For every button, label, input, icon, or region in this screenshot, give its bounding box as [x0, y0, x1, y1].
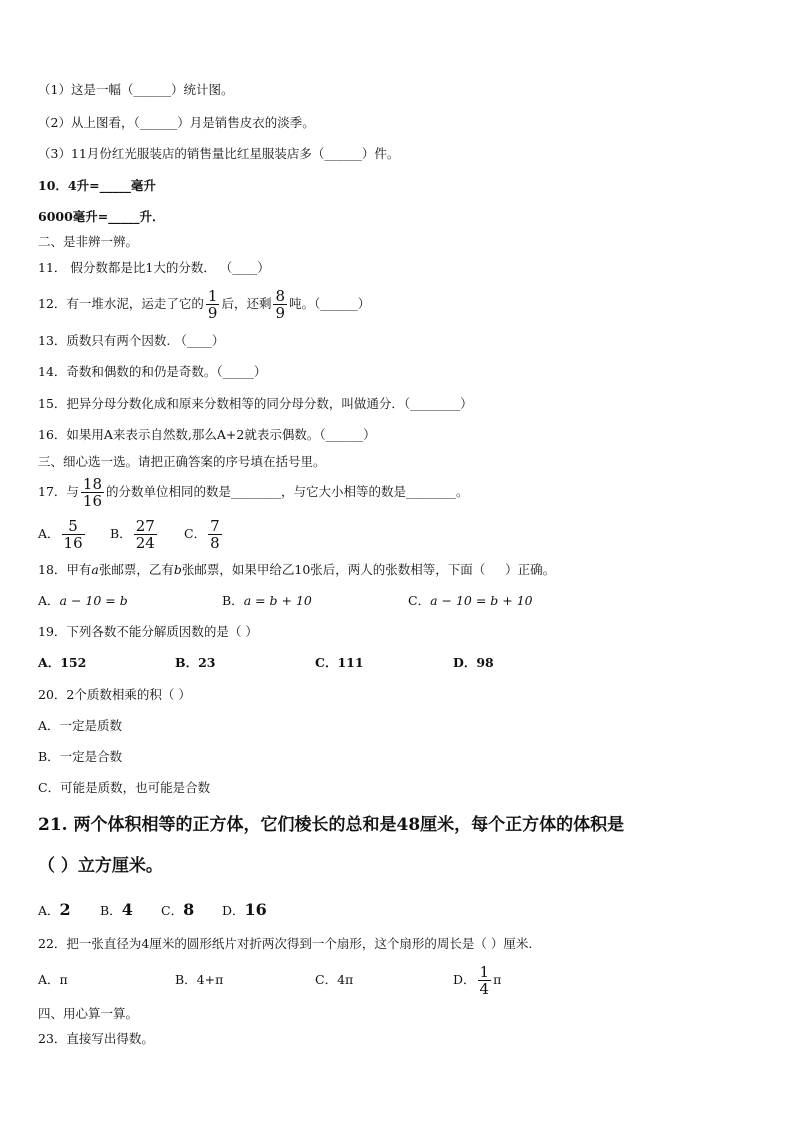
q19-option-b: B．23 [175, 655, 216, 670]
option-label: C． [408, 593, 431, 608]
option-value: 16 [244, 900, 267, 919]
fraction-5-16 [62, 518, 85, 551]
q21-option-d [222, 900, 267, 921]
question-20: 20．2个质数相乘的积（ ） [38, 687, 191, 702]
question-21-line1: 21. 两个体积相等的正方体，它们棱长的总和是48厘米，每个正方体的体积是 [38, 815, 625, 835]
fraction-8-9 [273, 288, 287, 321]
q18-option-c [408, 593, 533, 609]
question-18 [38, 562, 555, 578]
question-12 [38, 288, 370, 321]
option-value: 2 [59, 900, 71, 919]
q17-option-b [110, 518, 159, 551]
fraction-numerator: 27 [135, 517, 155, 535]
question-15: 15．把异分母分数化成和原来分数相等的同分母分数，叫做通分．（________） [38, 396, 473, 411]
q19-option-d: D．98 [453, 655, 494, 670]
var-b: b [173, 562, 182, 577]
question-17 [38, 476, 469, 509]
section-3-heading: 三、细心选一选。请把正确答案的序号填在括号里。 [38, 454, 326, 469]
q17-pre: 17．与 [38, 484, 79, 499]
option-label: A． [38, 526, 60, 541]
option-label: C． [184, 526, 207, 541]
expression: a − 10 = b + 10 [430, 593, 533, 608]
question-10-line2: 6000毫升=_____升． [38, 209, 165, 224]
q22-option-d [453, 964, 501, 997]
option-label: B． [110, 526, 132, 541]
q12-post: 吨。（______） [289, 296, 371, 311]
q18-option-a [38, 593, 128, 609]
q21-option-a [38, 900, 71, 921]
q18-p2: 张邮票，乙有 [98, 562, 174, 577]
pi-symbol: π [493, 972, 502, 987]
fraction-numerator: 7 [210, 517, 220, 535]
question-21-line2: （ ）立方厘米。 [38, 856, 163, 876]
q22-option-c: C．4π [315, 972, 354, 987]
fraction-numerator: 5 [62, 518, 85, 535]
fraction-denominator: 9 [207, 304, 218, 322]
q12-pre: 12．有一堆水泥，运走了它的 [38, 296, 204, 311]
line-q9-3: （3）11月份红光服装店的销售量比红星服装店多（______）件。 [38, 146, 400, 161]
q20-option-c: C．可能是质数，也可能是合数 [38, 780, 211, 795]
option-label: C． [161, 903, 184, 918]
option-label: B． [222, 593, 244, 608]
fraction-7-8 [208, 518, 222, 551]
option-label: B． [100, 903, 122, 918]
var-a: a [91, 562, 99, 577]
question-13: 13．质数只有两个因数. （____） [38, 333, 225, 348]
fraction-18-16 [81, 476, 104, 509]
fraction-27-24 [134, 518, 157, 551]
question-23: 23．直接写出得数。 [38, 1031, 154, 1046]
fraction-denominator: 16 [82, 492, 102, 510]
option-value: 8 [183, 900, 195, 919]
fraction-numerator: 18 [82, 475, 102, 493]
question-19: 19．下列各数不能分解质因数的是（ ） [38, 624, 258, 639]
option-label: D． [453, 972, 476, 987]
fraction-numerator: 1 [207, 287, 218, 305]
q22-option-a: A．π [38, 972, 68, 987]
option-value: 4 [121, 900, 133, 919]
fraction-denominator: 24 [135, 534, 155, 552]
fraction-denominator: 16 [63, 534, 83, 552]
line-q9-2: （2）从上图看，（______）月是销售皮衣的淡季。 [38, 115, 315, 130]
fraction-denominator: 9 [275, 304, 286, 322]
fraction-1-9 [206, 288, 220, 321]
question-11: 11． 假分数都是比1大的分数． （____） [38, 260, 270, 275]
question-16: 16．如果用A来表示自然数,那么A+2就表示偶数。（______） [38, 427, 376, 442]
fraction-numerator: 1 [479, 963, 490, 981]
q20-option-b: B．一定是合数 [38, 749, 123, 764]
q21-option-c [161, 900, 194, 921]
q18-p1: 18．甲有 [38, 562, 92, 577]
fraction-1-4 [478, 964, 492, 997]
question-10-line1: 10．4升=_____毫升 [38, 178, 156, 193]
option-label: D． [222, 903, 245, 918]
fraction-numerator: 8 [275, 287, 286, 305]
option-label: A． [38, 593, 60, 608]
q21-option-b [100, 900, 133, 921]
q17-option-a [38, 518, 87, 551]
q18-option-b [222, 593, 312, 609]
q22-option-b: B．4+π [175, 972, 224, 987]
option-label: A． [38, 903, 60, 918]
q19-option-c: C．111 [315, 655, 364, 670]
fraction-denominator: 4 [479, 980, 490, 998]
q17-post: 的分数单位相同的数是________，与它大小相等的数是________。 [106, 484, 469, 499]
q19-option-a: A．152 [38, 655, 87, 670]
q17-option-c [184, 518, 224, 551]
question-22: 22．把一张直径为4厘米的圆形纸片对折两次得到一个扇形，这个扇形的周长是（ ）厘米. [38, 936, 533, 951]
section-2-heading: 二、是非辨一辨。 [38, 234, 139, 249]
q18-p3: 张邮票，如果甲给乙10张后，两人的张数相等，下面（ ）正确。 [181, 562, 556, 577]
q12-mid: 后，还剩 [221, 296, 272, 311]
expression: a − 10 = b [59, 593, 128, 608]
line-q9-1: （1）这是一幅（______）统计图。 [38, 82, 234, 97]
expression: a = b + 10 [243, 593, 312, 608]
fraction-denominator: 8 [210, 534, 220, 552]
section-4-heading: 四、用心算一算。 [38, 1006, 139, 1021]
question-14: 14．奇数和偶数的和仍是奇数。（_____） [38, 364, 267, 379]
q20-option-a: A．一定是质数 [38, 718, 123, 733]
